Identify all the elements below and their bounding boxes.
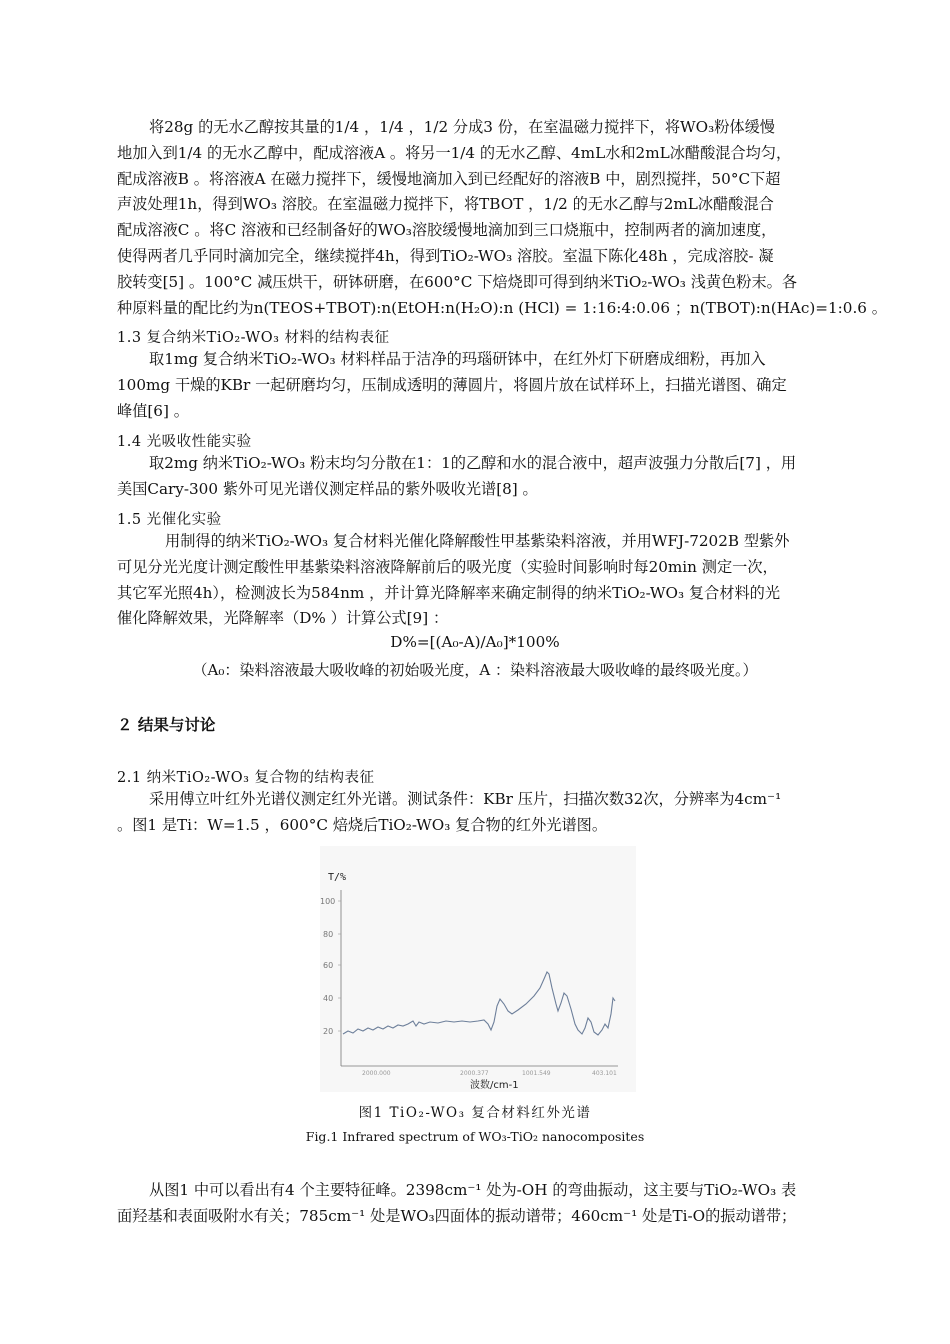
figure-background bbox=[320, 846, 636, 1092]
figure-caption-english: Fig.1 Infrared spectrum of WO₃-TiO₂ nanocomposites bbox=[305, 1129, 645, 1144]
y-tick-80: 80 bbox=[323, 930, 334, 939]
text-line: 取2mg 纳米TiO₂-WO₃ 粉末均匀分散在1：1的乙醇和水的混合液中，超声波强力分散后[7] ，用 bbox=[149, 454, 797, 472]
text-line: 100mg 干燥的KBr 一起研磨均匀，压制成透明的薄圆片，将圆片放在试样环上，扫描光谱图、确定 bbox=[117, 375, 787, 394]
x-axis-label: 波数/cm-1 bbox=[470, 1080, 519, 1091]
section-heading-2-1: 2.1 纳米TiO₂-WO₃ 复合物的结构表征 bbox=[117, 770, 375, 786]
paragraph-sol-gel-procedure bbox=[117, 115, 887, 321]
text-line: 可见分光光度计测定酸性甲基紫染料溶液降解前后的吸光度（实验时间影响时每20min 测定一次， bbox=[117, 557, 778, 576]
paragraph-ir-method bbox=[117, 787, 862, 839]
paragraph-ir-discussion bbox=[117, 1178, 862, 1230]
text-line: 地加入到1/4 的无水乙醇中，配成溶液A 。将另一1/4 的无水乙醇、4mL水和2mL冰醋酸混合均匀， bbox=[117, 143, 792, 162]
ir-spectrum-figure bbox=[320, 846, 636, 1092]
y-tick-20: 20 bbox=[323, 1027, 334, 1036]
y-tick-100: 100 bbox=[320, 897, 336, 906]
ir-spectrum-plot bbox=[320, 846, 636, 1092]
text-line: 美国Cary-300 紫外可见光谱仪测定样品的紫外吸收光谱[8] 。 bbox=[117, 479, 538, 498]
x-tick-4: 403.101 bbox=[592, 1070, 617, 1077]
x-tick-2: 2000.377 bbox=[460, 1070, 489, 1077]
text-line: 峰值[6] 。 bbox=[117, 401, 189, 420]
text-line: 配成溶液C 。将C 溶液和已经制备好的WO₃溶胶缓慢地滴加到三口烧瓶中，控制两者的滴加速度， bbox=[117, 221, 777, 240]
section-heading-2: ２ 结果与讨论 bbox=[117, 716, 216, 734]
text-line: 取1mg 复合纳米TiO₂-WO₃ 材料样品于洁净的玛瑙研钵中，在红外灯下研磨成细粉，再加入 bbox=[149, 350, 766, 368]
section-heading-1-3: 1.3 复合纳米TiO₂-WO₃ 材料的结构表征 bbox=[117, 330, 390, 346]
text-line: 其它军光照4h），检测波长为584nm ，并计算光降解率来确定制得的纳米TiO₂-WO₃ 复合材料的光 bbox=[117, 583, 781, 602]
formula: D%=[(A₀-A)/A₀]*100% bbox=[390, 633, 560, 651]
formula-note: （A₀：染料溶液最大吸收峰的初始吸光度，A ：染料溶液最大吸收峰的最终吸光度。） bbox=[192, 661, 758, 679]
text-line: 种原料量的配比约为n(TEOS+TBOT):n(EtOH:n(H₂O):n (HCl) = 1:16:4:0.06 ；n(TBOT):n(HAc)=1:0.6 。 bbox=[117, 298, 887, 317]
text-line: 从图1 中可以看出有4 个主要特征峰。2398cm⁻¹ 处为-OH 的弯曲振动，这主要与TiO₂-WO₃ 表 bbox=[149, 1181, 797, 1199]
y-tick-60: 60 bbox=[323, 961, 334, 970]
figure-caption-chinese: 图1 TiO₂-WO₃ 复合材料红外光谱 bbox=[358, 1105, 592, 1121]
text-line: 将28g 的无水乙醇按其量的1/4 ，1/4 ，1/2 分成3 份，在室温磁力搅拌下，将WO₃粉体缓慢 bbox=[149, 118, 775, 136]
text-line: 用制得的纳米TiO₂-WO₃ 复合材料光催化降解酸性甲基紫染料溶液，并用WFJ-7202B 型紫外 bbox=[165, 532, 790, 550]
text-line: 采用傅立叶红外光谱仪测定红外光谱。测试条件：KBr 压片，扫描次数32次，分辨率为4cm⁻¹ bbox=[149, 790, 782, 808]
text-line: 使得两者几乎同时滴加完全，继续搅拌4h，得到TiO₂-WO₃ 溶胶。室温下陈化48h ，完成溶胶- 凝 bbox=[117, 246, 774, 265]
text-line: 胶转变[5] 。100°C 减压烘干，研钵研磨，在600°C 下焙烧即可得到纳米TiO₂-WO₃ 浅黄色粉末。各 bbox=[117, 272, 798, 291]
y-tick-40: 40 bbox=[323, 994, 334, 1003]
x-tick-1: 2000.000 bbox=[362, 1070, 391, 1077]
text-line: 声波处理1h，得到WO₃ 溶胶。在室温磁力搅拌下，将TBOT ，1/2 的无水乙醇与2mL冰醋酸混合 bbox=[117, 195, 774, 214]
paragraph-structure-characterization bbox=[117, 347, 862, 424]
paragraph-light-absorption bbox=[117, 451, 862, 503]
section-heading-1-5: 1.5 光催化实验 bbox=[117, 512, 222, 528]
text-line: 催化降解效果，光降解率（D% ）计算公式[9] ： bbox=[117, 609, 449, 628]
y-axis-label: T/% bbox=[328, 872, 347, 883]
x-tick-3: 1001.549 bbox=[522, 1070, 551, 1077]
section-heading-1-4: 1.4 光吸收性能实验 bbox=[117, 434, 252, 450]
text-line: 面羟基和表面吸附水有关；785cm⁻¹ 处是WO₃四面体的振动谱带；460cm⁻¹ 处是Ti-O的振动谱带； bbox=[117, 1206, 797, 1225]
paragraph-photocatalysis bbox=[117, 529, 862, 632]
text-line: 。图1 是Ti：W=1.5 ，600°C 焙烧后TiO₂-WO₃ 复合物的红外光谱图。 bbox=[117, 815, 608, 834]
text-line: 配成溶液B 。将溶液A 在磁力搅拌下，缓慢地滴加入到已经配好的溶液B 中，剧烈搅拌，50°C下超 bbox=[117, 169, 781, 188]
